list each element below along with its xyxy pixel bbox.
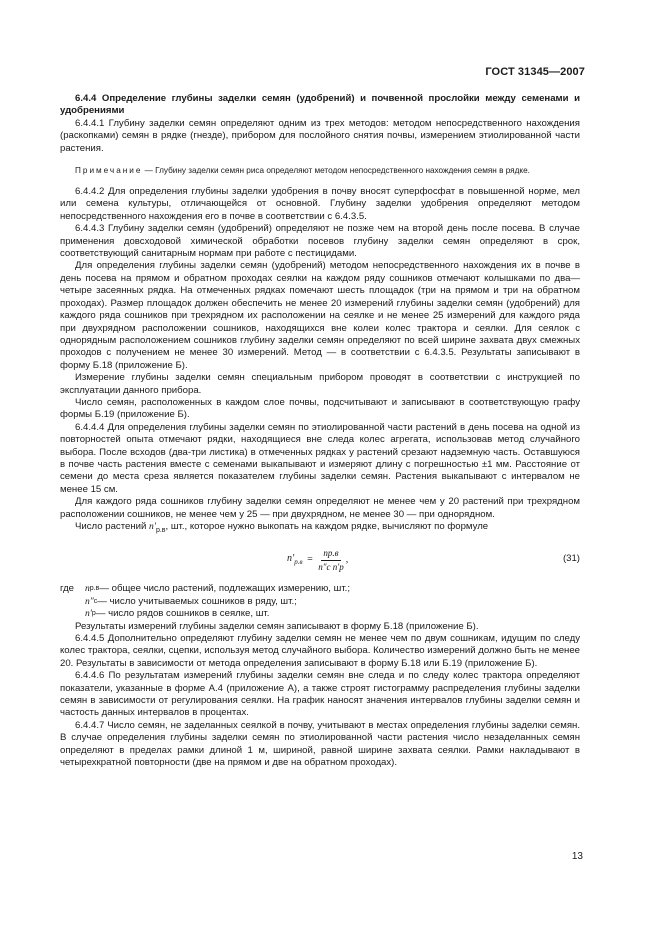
paragraph: 6.4.4.5 Дополнительно определяют глубину заделки семян не менее чем по двум сошникам, идущим по следу колес трактора, сеялки, сцепки, используя метод случайного выбора. Количество измерений должно быть не менее 20. Результаты в зависимости от метода определения записывают в форму Б.18 или Б.19 (приложение Б). [60, 632, 580, 669]
paragraph: 6.4.4.4 Для определения глубины заделки семян по этиолированной части растений в день посева на одной из повторностей опыта отмечают рядки, находящиеся вне следа колес агрегата, использовав метод случайного выбора. После всходов (два-три листика) в отмеченных рядках у растений срезают надземную часть. Оставшуюся в почве часть растения вместе с семенами выкапывают и измеряют длину с погрешностью ±1 мм. Расстояние от семени до места среза является показателем глубины заделки семян. Растения выкапывают с интервалом не менее 15 см. [60, 421, 580, 495]
definition-row: n″ с — число учитываемых сошников в ряду, шт.; [85, 595, 297, 607]
paragraph: Для определения глубины заделки семян (удобрений) методом непосредственного нахождения их в почве в день посева на прямом и обратном проходах сеялки на каждом ряду сошников отмечают колышками по два—четыре засеянных рядка. На отмеченных рядках помечают шесть площадок (три на прямом и три на обратном проходах). Размер площадок должен обеспечить не менее 20 измерений глубины заделки семян (удобрений) для каждого ряда сошников при трехрядном их расположении на сеялке и не менее 25 измерений для каждого ряда при двухрядном расположении сошников, находящихся вне колеи колес трактора и сеялки. Для сеялок с однорядным расположением сошников глубину заделки семян определяют по всей ширине захвата двух смежных проходов с получением не менее 30 измерений. Метод — в соответствии с 6.4.3.5. Результаты записывают в форму Б.18 (приложение Б). [60, 260, 580, 371]
formula-expression: $n'_{р.в}$ = $\frac{nр.в}{\text{n″с n′р}}$ , [287, 548, 349, 572]
paragraph: Результаты измерений глубины заделки семян записывают в форму Б.18 (приложение Б). [75, 620, 479, 632]
note-label: Примечание [75, 166, 143, 176]
definition-row: n′ р — число рядов сошников в сеялке, шт. [85, 608, 270, 620]
formula-number: (31) [562, 553, 580, 565]
paragraph: 6.4.4.1 Глубину заделки семян определяют одним из трех методов: методом непосредственного нахождения (раскопками) семян в рядке (гнезде), прибором для послойного снятия почвы, измерением этиолированной части растения. [60, 117, 580, 154]
formula-definitions [60, 583, 580, 620]
paragraph: Число семян, расположенных в каждом слое почвы, подсчитывают и записывают в соответствующую графу формы Б.19 (приложение Б). [60, 396, 580, 421]
paragraph: Для каждого ряда сошников глубину заделки семян определяют не менее чем у 20 растений при трехрядном расположении сошников, не менее чем у 25 — при двухрядном, не менее 30 — при однорядном. [60, 496, 580, 520]
note [60, 165, 580, 176]
document-body [60, 93, 580, 769]
formula-31 [60, 543, 580, 581]
paragraph: 6.4.4.3 Глубину заделки семян (удобрений) определяют не позже чем на второй день после посева. В случае применения довсходовой химической обработки посевов глубину заделки семян определяют в срок, соответствующий санитарным нормам при работе с пестицидами. [60, 223, 580, 260]
formula-numerator: nр.в [321, 547, 340, 560]
paragraph: 6.4.4.2 Для определения глубины заделки удобрения в почву вносят суперфосфат в повышенной норме, мел или семена культуры, отличающейся от основной. Глубину заделки удобрения определяют методом непосредственного нахождения его в почве в соответствии с 6.4.3.5. [60, 186, 580, 222]
page-number: 13 [571, 851, 583, 862]
paragraph: Измерение глубины заделки семян специальным прибором проводят в соответствии с инструкцией по эксплуатации данного прибора. [60, 372, 580, 396]
formula-denominator: n″с n′р [318, 561, 344, 572]
formula-intro: Число растений $n'_{р.в}$, шт., которое нужно выкопать на каждом рядке, вычисляют по формуле [75, 521, 489, 534]
standard-code: ГОСТ 31345—2007 [485, 66, 585, 78]
paragraph: 6.4.4.6 По результатам измерений глубины заделки семян вне следа и по следу колес трактора определяют показатели, указанные в форме А.4 (приложение А), а также строят гистограмму распределения глубины заделки семян в зависимости от регулирования сеялки. На график наносят значения интервалов глубины заделки семян и частость данных интервалов в процентах. [60, 670, 580, 719]
note-text: — Глубину заделки семян риса определяют методом непосредственного нахождения семян в рядке. [144, 166, 530, 176]
definition-row: где n р.в — общее число растений, подлежащих измерению, шт.; [60, 583, 350, 595]
paragraph: 6.4.4.7 Число семян, не заделанных сеялкой в почву, учитывают в местах определения глубины заделки семян. В случае определения глубины заделки семян по этиолированной части растения число незаделанных семян определяют в пределах рамки длиной 1 м, шириной, равной ширине захвата сеялки. Рамки накладывают в четырехкратной повторности (две на прямом и две на обратном проходах). [60, 719, 580, 768]
section-heading: 6.4.4 Определение глубины заделки семян (удобрений) и почвенной прослойки между семенами и удобрениями [60, 93, 580, 117]
